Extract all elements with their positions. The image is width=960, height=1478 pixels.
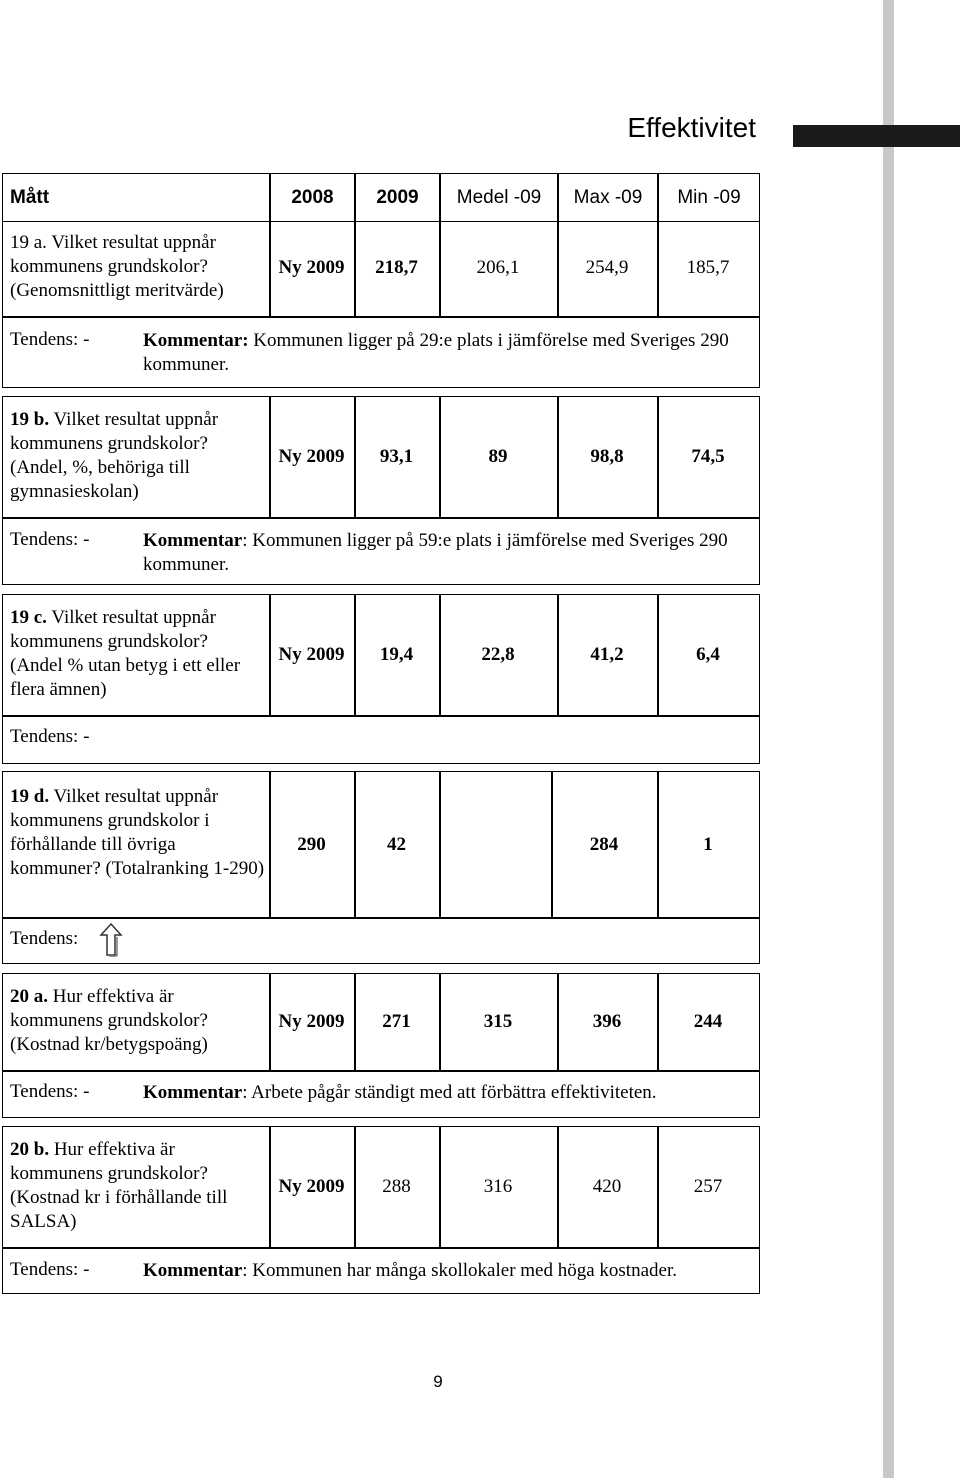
header-2009: 2009 <box>376 186 419 208</box>
tendens-label: Tendens: - <box>10 726 90 747</box>
value-2009: 271 <box>382 1011 411 1032</box>
question-19c: 19 c. Vilket resultat uppnår kommunens grundskolor? (Andel % utan betyg i ett eller flera ämnen) <box>10 607 241 700</box>
question-19a: 19 a. Vilket resultat uppnår kommunens grundskolor? (Genomsnittligt meritvärde) <box>10 232 224 301</box>
value-max: 98,8 <box>590 446 624 467</box>
tendens-label: Tendens: <box>10 928 79 949</box>
header-min: Min -09 <box>677 186 741 208</box>
value-2009: 93,1 <box>379 446 414 467</box>
value-min: 6,4 <box>696 644 720 665</box>
table-row-20b <box>2 1126 760 1294</box>
value-max: 284 <box>589 833 619 855</box>
comment: Kommentar: Arbete pågår ständigt med att förbättra effektiviteten. <box>143 1082 657 1103</box>
comment: Kommentar: Kommunen har många skollokaler med höga kostnader. <box>143 1260 677 1281</box>
value-max: 41,2 <box>590 644 624 665</box>
value-max: 254,9 <box>585 257 629 278</box>
tendens-label: Tendens: - <box>10 529 90 550</box>
value-2008: Ny 2009 <box>278 644 345 665</box>
value-min: 1 <box>703 833 713 855</box>
table-row-19b <box>2 396 760 585</box>
page-title: Effektivitet <box>627 112 756 143</box>
value-min: 74,5 <box>691 446 725 467</box>
question-19b: 19 b. Vilket resultat uppnår kommunens grundskolor? (Andel, %, behöriga till gymnasieskolan) <box>10 409 219 502</box>
tendens-label: Tendens: - <box>10 1081 90 1102</box>
page-side-bar <box>883 0 894 1478</box>
question-20a: 20 a. Hur effektiva är kommunens grundskolor? (Kostnad kr/betygspoäng) <box>10 986 208 1055</box>
value-medel: 206,1 <box>476 257 520 278</box>
value-min: 185,7 <box>686 257 730 278</box>
comment: Kommentar: Kommunen ligger på 59:e plats i jämförelse med Sveriges 290 kommuner. <box>143 530 728 575</box>
value-medel: 315 <box>483 1011 513 1032</box>
table-header <box>2 173 760 222</box>
value-2008: Ny 2009 <box>278 446 345 467</box>
question-20b: 20 b. Hur effektiva är kommunens grundskolor? (Kostnad kr i förhållande till SALSA) <box>10 1139 228 1232</box>
value-2008: Ny 2009 <box>278 257 345 278</box>
header-medel: Medel -09 <box>456 186 542 208</box>
value-2009: 19,4 <box>379 644 414 665</box>
value-medel: 22,8 <box>481 644 515 665</box>
value-2008: 290 <box>297 833 326 855</box>
value-min: 257 <box>693 1176 723 1197</box>
comment: Kommentar: Kommunen ligger på 29:e plats i jämförelse med Sveriges 290 kommuner. <box>143 330 729 375</box>
up-arrow-icon <box>99 922 123 958</box>
page-number: 9 <box>433 1372 443 1391</box>
header-measure: Mått <box>10 186 50 208</box>
value-medel: 89 <box>488 446 508 467</box>
tendens-label: Tendens: - <box>10 1259 90 1280</box>
value-2008: Ny 2009 <box>278 1011 345 1032</box>
value-2008: Ny 2009 <box>278 1176 345 1197</box>
value-medel: 316 <box>483 1176 513 1197</box>
tendens-label: Tendens: - <box>10 329 90 350</box>
value-2009: 218,7 <box>375 257 418 278</box>
value-min: 244 <box>693 1011 723 1032</box>
table-row-19d <box>2 771 760 964</box>
value-max: 396 <box>592 1011 622 1032</box>
value-2009: 288 <box>382 1176 411 1197</box>
value-medel <box>439 772 551 917</box>
header-max: Max -09 <box>573 186 643 208</box>
table-row-19a <box>2 220 760 388</box>
header-2008: 2008 <box>291 186 334 208</box>
question-19d: 19 d. Vilket resultat uppnår kommunens grundskolor i förhållande till övriga kommuner? (Totalranking 1-290) <box>10 786 265 879</box>
value-max: 420 <box>592 1176 622 1197</box>
value-2009: 42 <box>387 833 406 855</box>
table-row-19c <box>2 594 760 764</box>
title-accent-bar <box>793 125 960 147</box>
table-row-20a <box>2 973 760 1118</box>
